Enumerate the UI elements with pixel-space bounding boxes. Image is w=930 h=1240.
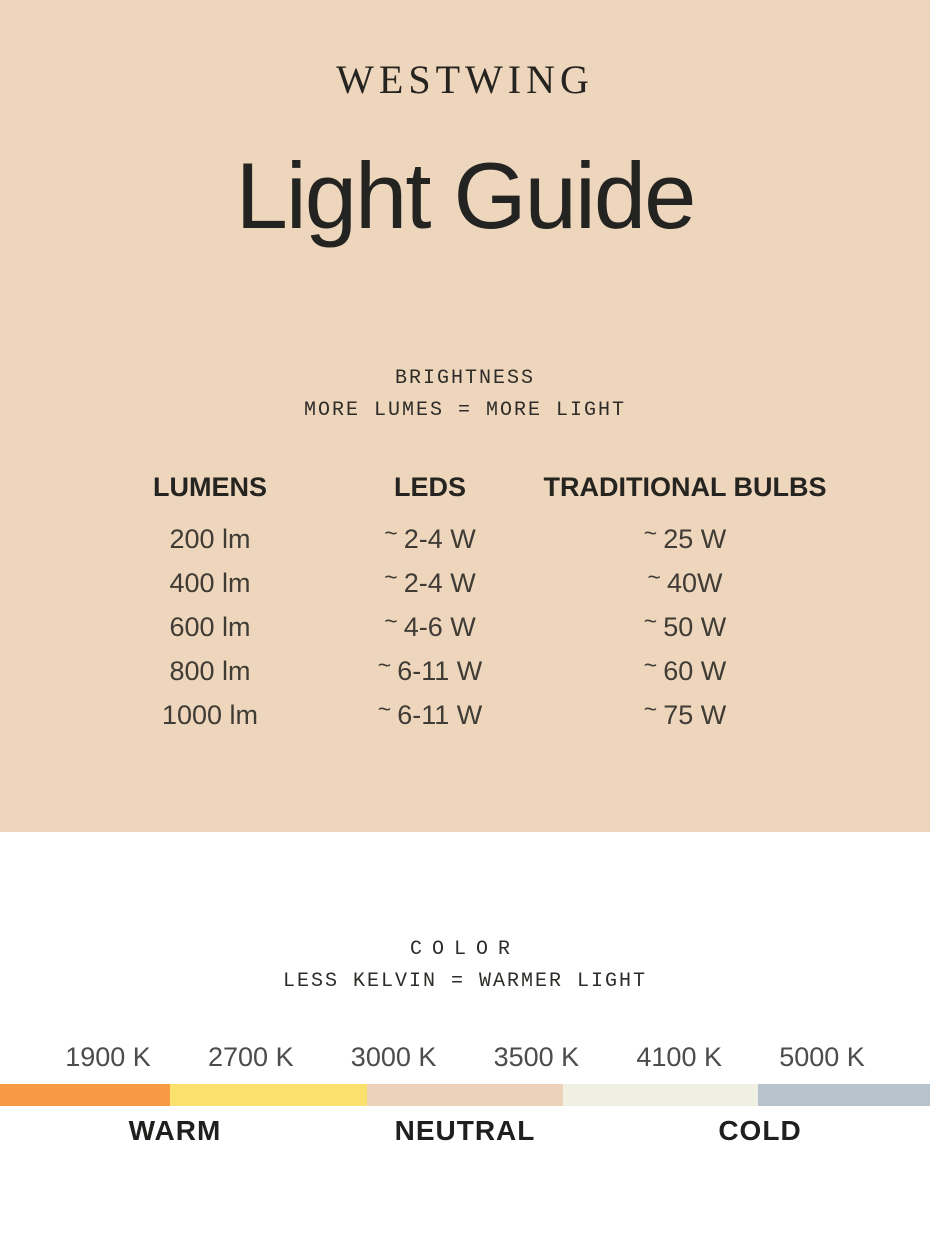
- neutral-label: NEUTRAL: [394, 1115, 536, 1146]
- table-body: [75, 517, 855, 737]
- column-header-lumens: LUMENS: [153, 472, 267, 503]
- scale-segment-cold-blue: [758, 1084, 930, 1106]
- traditional-wattage: 25 W: [663, 523, 727, 554]
- approx-symbol: ~: [643, 607, 658, 634]
- page-title: Light Guide: [235, 143, 695, 248]
- traditional-value: [515, 563, 855, 599]
- table-row: [75, 561, 855, 605]
- traditional-wattage: 50 W: [663, 611, 727, 642]
- table-row: [75, 605, 855, 649]
- temperature-labels: [0, 1116, 930, 1156]
- scale-segment-neutral-tan: [367, 1084, 562, 1106]
- leds-value: [345, 695, 515, 731]
- color-temperature-section: [0, 832, 930, 1240]
- approx-symbol: ~: [384, 519, 398, 546]
- approx-symbol: ~: [384, 563, 398, 590]
- table-row: [75, 649, 855, 693]
- traditional-wattage: 40W: [666, 567, 723, 598]
- kelvin-label: 2700 K: [208, 1042, 294, 1072]
- approx-symbol: ~: [643, 519, 658, 546]
- approx-symbol: ~: [377, 695, 392, 722]
- leds-wattage: 6-11 W: [397, 655, 483, 686]
- scale-segment-neutral-cream: [563, 1084, 758, 1106]
- traditional-value: [515, 607, 855, 643]
- column-header-traditional-bulbs: TRADITIONAL BULBS: [543, 472, 827, 503]
- traditional-wattage: 60 W: [663, 655, 727, 686]
- brand-logo: WESTWING: [336, 57, 594, 102]
- approx-symbol: ~: [384, 607, 398, 634]
- lumens-value: 400 lm: [169, 567, 251, 598]
- brightness-subheading: MORE LUMES = MORE LIGHT: [303, 399, 627, 423]
- brightness-heading: BRIGHTNESS: [394, 367, 536, 391]
- approx-symbol: ~: [643, 651, 658, 678]
- color-subheading: LESS KELVIN = WARMER LIGHT: [282, 970, 648, 993]
- leds-wattage: 6-11 W: [397, 699, 483, 730]
- scale-segment-warm-orange: [0, 1084, 170, 1106]
- approx-symbol: ~: [643, 695, 658, 722]
- color-heading: COLOR: [409, 938, 520, 961]
- kelvin-label: 1900 K: [65, 1042, 151, 1072]
- scale-segment-warm-yellow: [170, 1084, 367, 1106]
- lumens-value: 1000 lm: [161, 699, 259, 730]
- leds-value: [345, 651, 515, 687]
- approx-symbol: ~: [377, 651, 392, 678]
- leds-value: [345, 519, 515, 555]
- leds-value: [345, 607, 515, 643]
- traditional-wattage: 75 W: [663, 699, 727, 730]
- color-temperature-bar: [0, 1084, 930, 1106]
- leds-wattage: 2-4 W: [403, 567, 476, 598]
- table-row: [75, 693, 855, 737]
- kelvin-scale-labels: [0, 1042, 930, 1072]
- lumens-value: 200 lm: [169, 523, 251, 554]
- warm-label: WARM: [128, 1115, 222, 1146]
- leds-value: [345, 563, 515, 599]
- kelvin-label: 5000 K: [779, 1042, 865, 1072]
- traditional-value: [515, 519, 855, 555]
- lumens-value: 800 lm: [169, 655, 251, 686]
- leds-wattage: 2-4 W: [403, 523, 476, 554]
- lumens-value: 600 lm: [169, 611, 251, 642]
- kelvin-label: 3000 K: [350, 1042, 437, 1072]
- traditional-value: [515, 695, 855, 731]
- traditional-value: [515, 651, 855, 687]
- approx-symbol: ~: [647, 563, 661, 590]
- table-row: [75, 517, 855, 561]
- leds-wattage: 4-6 W: [403, 611, 476, 642]
- kelvin-label: 3500 K: [493, 1042, 580, 1072]
- column-header-leds: LEDS: [393, 472, 466, 503]
- lumens-wattage-table: [75, 471, 855, 737]
- table-header-row: [75, 471, 855, 503]
- cold-label: COLD: [718, 1115, 802, 1146]
- kelvin-label: 4100 K: [636, 1042, 722, 1072]
